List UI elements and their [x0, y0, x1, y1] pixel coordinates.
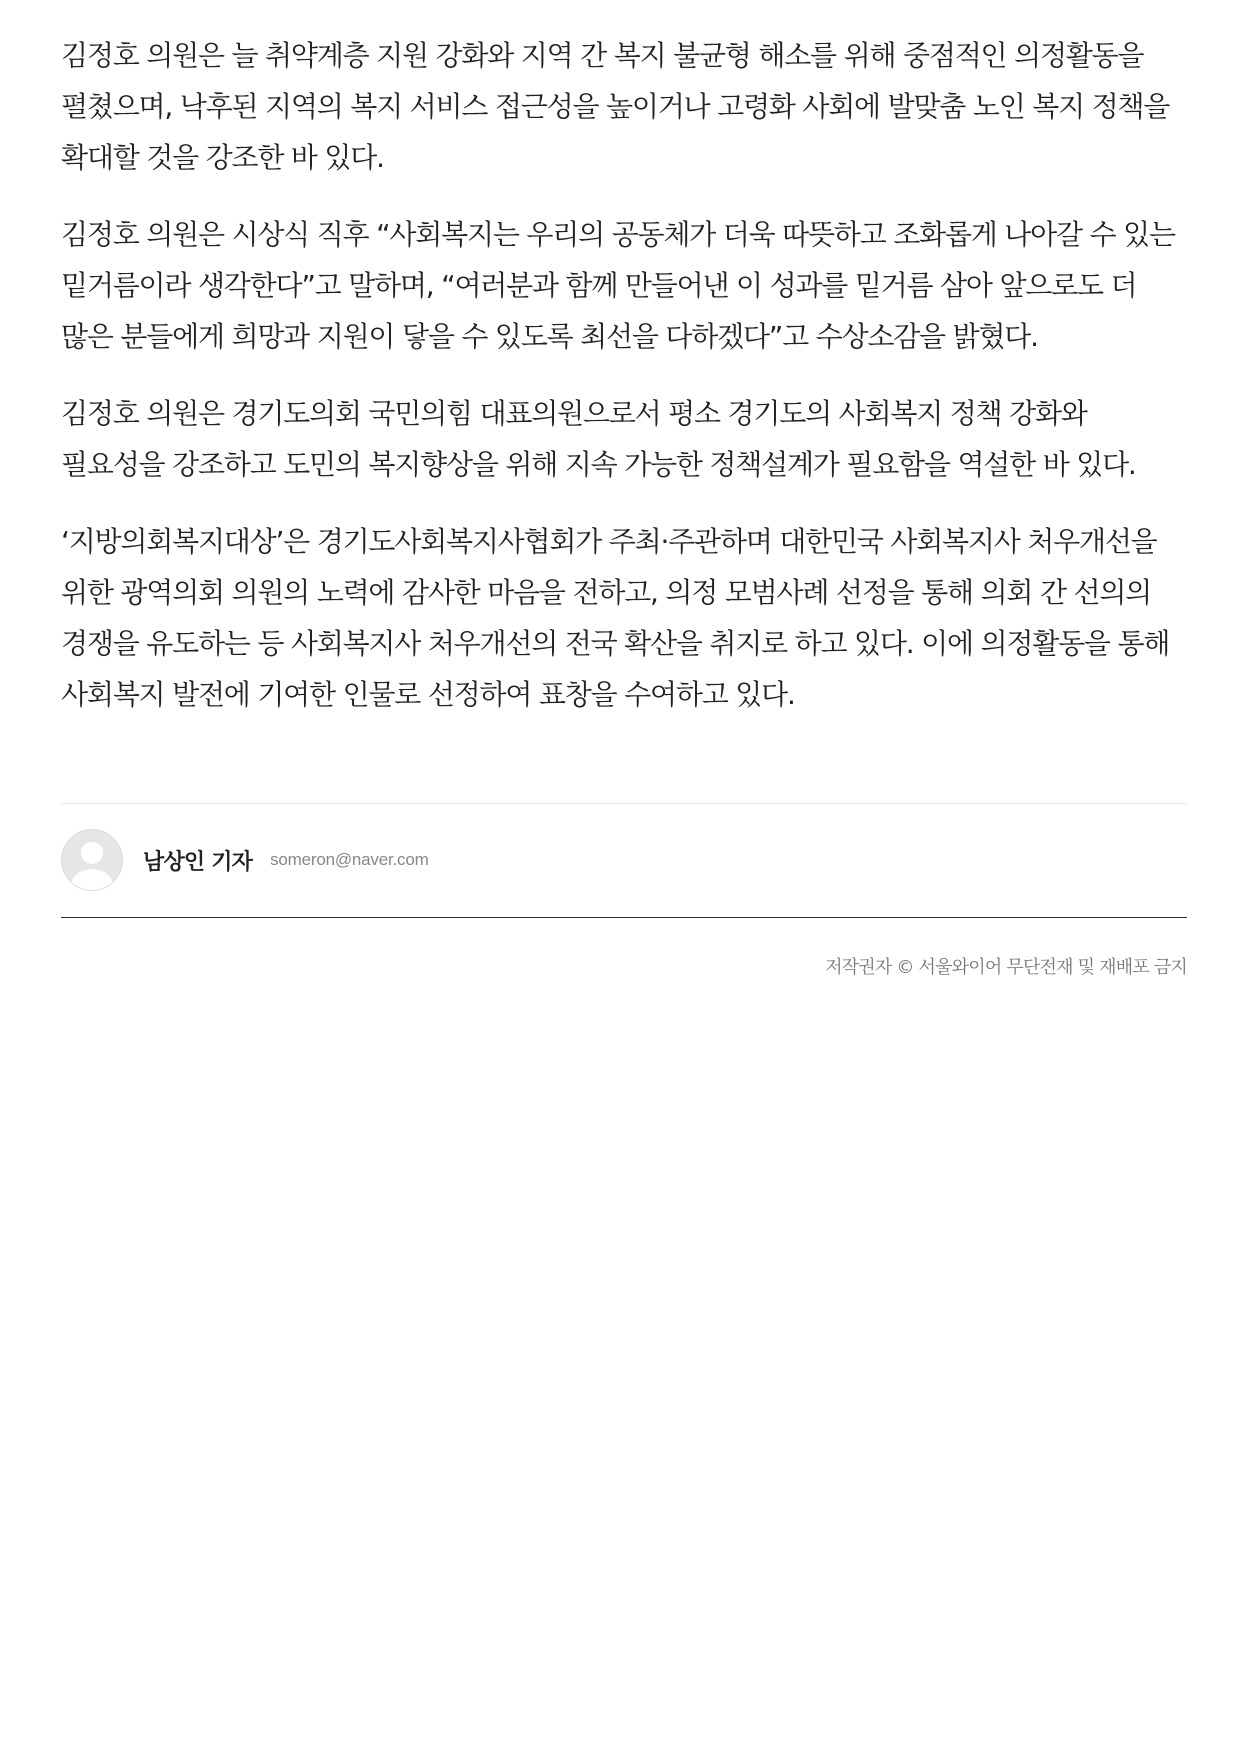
reporter-email[interactable]: someron@naver.com [270, 850, 429, 869]
article-paragraph: 김정호 의원은 시상식 직후 “사회복지는 우리의 공동체가 더욱 따뜻하고 조화롭게 나아갈 수 있는 밑거름이라 생각한다”고 말하며, “여러분과 함께 만들어낸 이 성과를 밑거름 삼아 앞으로도 더 많은 분들에게 희망과 지원이 닿을 수 있도록 최선을 다하겠다”고 수상소감을 밝혔다. [61, 218, 1175, 353]
byline-top-divider [61, 803, 1187, 804]
article-paragraph: ‘지방의회복지대상’은 경기도사회복지사협회가 주최·주관하며 대한민국 사회복지사 처우개선을 위한 광역의회 의원의 노력에 감사한 마음을 전하고, 의정 모범사례 선정을 통해 의회 간 선의의 경쟁을 유도하는 등 사회복지사 처우개선의 전국 확산을 취지로 하고 있다. 이에 의정활동을 통해 사회복지 발전에 기여한 인물로 선정하여 표창을 수여하고 있다. [61, 525, 1170, 711]
default-user-avatar-icon[interactable] [61, 829, 123, 891]
article-body [61, 30, 1187, 746]
copyright-notice: 저작권자 © 서울와이어 무단전재 및 재배포 금지 [825, 957, 1187, 978]
byline-bottom-divider [61, 917, 1187, 918]
article-paragraph: 김정호 의원은 경기도의회 국민의힘 대표의원으로서 평소 경기도의 사회복지 정책 강화와 필요성을 강조하고 도민의 복지향상을 위해 지속 가능한 정책설계가 필요함을 역설한 바 있다. [61, 397, 1136, 481]
reporter-name[interactable]: 남상인 기자 [143, 849, 253, 875]
article-paragraph: 김정호 의원은 늘 취약계층 지원 강화와 지역 간 복지 불균형 해소를 위해 중점적인 의정활동을 펼쳤으며, 낙후된 지역의 복지 서비스 접근성을 높이거나 고령화 사회에 발맞춤 노인 복지 정책을 확대할 것을 강조한 바 있다. [61, 39, 1170, 174]
reporter-byline [61, 829, 429, 891]
